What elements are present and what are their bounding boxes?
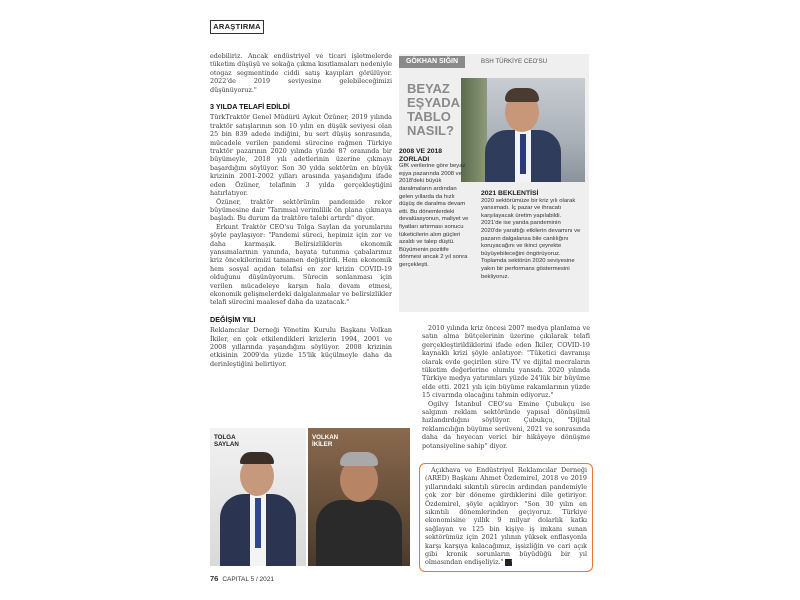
paragraph-cubukcu: Ogilvy İstanbul CEO'su Emine Çubukçu ise salgının reklam sektöründe yapısal dönüşümü hızlandırdığını söylüyor. Çubukçu, "Dijital reklamcılığın büyüme serüveni, 2021 ve sonrasında daha da heyecan verici bir hikâyeye dönüşme potansiyeline sahip" diyor. <box>422 399 590 450</box>
sidebar-right-text <box>481 190 583 281</box>
quote-paragraph: Açıkhava ve Endüstriyel Reklamcılar Derneği (ARED) Başkanı Ahmet Özdemirel, 2018 ve 2019 yıllarındaki sıkıntılı sürecin ardından pandemiyle çok zor bir döneme girdiklerini dile getiriyor. Özdemirel, şöyle açıklıyor: "Son 30 yılın en sıkıntılı dönemlerinden geçiyoruz. Türkiye ekonomisine yıllık 9 milyar dolarlık katkı sağlayan ve 125 bin kişiye iş imkanı sunan sektörümüz için 2021 yılının yüksek enflasyonla karşı karşıya kalacağımız, işsizliğin ve cari açık gibi kronik sorunların büyüdüğü bir yıl olmasından endişeliyiz." <box>425 466 587 567</box>
title-line: TABLO <box>407 109 451 124</box>
title-line: EŞYADA <box>407 95 460 110</box>
heading-telafi: 3 YILDA TELAFİ EDİLDİ <box>210 102 290 112</box>
paragraph-saylan: Erkunt Traktör CEO'su Tolga Saylan da yorumlarını şöyle paylaşıyor: "Pandemi süreci, hepimiz için zor ve daha karmaşık. Belirsizliklerin ekonomik yansımalarının yanında, hayata tutunma çabalarımız kriz öncekilerimizi tamamen değiştirdi. Hem ekonomik hem sosyal açıdan telafisi en zor krizin COVID-19 olduğunu düşünüyorum. Sürecin sonlanması için verilen mücadeleye karşın hala devam etmesi, ekonomik gelişmelerdeki dalgalanmalar ve belirsizlikler telafi sürecini maalesef daha da uzatacak." <box>210 222 392 307</box>
section-rubric: ARAŞTIRMA <box>210 20 264 34</box>
title-line: BEYAZ <box>407 81 450 96</box>
portrait-photos <box>210 428 410 566</box>
right-column <box>422 324 590 450</box>
portrait-tolga-saylan <box>210 428 306 566</box>
paragraph-ozuner: TürkTraktör Genel Müdürü Aykut Özüner, 2019 yılında traktör satışlarının son 10 yılın en düşük seviyesi olan 25 bin 839 adede indiğini, bu sert düşüş sonrasında, mücadele verilen pandemi sürecine rağmen Türkiye traktör pazarının 2020 yılında yüzde 87 oranında bir büyümeyle, 2018 yılı adetlerinin üzerine çıkmayı başardığını söylüyor. Son 30 yılda sektörün en büyük krizinin 2001-2002 yılları arasında yaşandığını ifade eden Özüner, telafinin 3 yılda gerçekleştiğini hatırlatıyor. <box>210 113 392 198</box>
sidebar-left-text <box>399 148 471 270</box>
highlight-box <box>419 463 593 572</box>
sidebar-paragraph: GfK verilerine göre beyaz eşya pazarında 2008 ve 2018'deki büyük daralmaların ardından gelen yıllarda da hızlı düşüş de daralma devam etti. Bu dönemlerdeki devalüasyonun, maliyet ve fiyatları artırması sonucu tüketicilerin alım güçleri azaldı ve talep düştü. Büyümenin pozitife dönmesi ancak 2 yıl sonra gerçekleşti. <box>399 163 469 268</box>
portrait-photo <box>461 78 585 182</box>
sidebar-header <box>399 54 589 70</box>
quote-text <box>425 466 587 567</box>
sidebar-subheading: 2008 VE 2018 ZORLADI <box>399 148 443 163</box>
sidebar-box <box>399 54 589 312</box>
paragraph-ozuner-quote: Özüner, traktör sektörünün pandemide rekor büyümesine dair "Tarımsal verimlilik ön plana çıkmaya başladı. Bu durum da traktöre talebi artırdı" diyor. <box>210 197 392 223</box>
end-mark-icon: C <box>505 559 512 566</box>
page-number: 76 <box>210 574 219 583</box>
sidebar-role: BSH TÜRKİYE CEO'SU <box>481 58 548 65</box>
heading-degisim: DEĞİŞİM YILI <box>210 314 256 324</box>
paragraph-medya: 2010 yılında kriz öncesi 2007 medya planlama ve satın alma bütçelerinin üzerine çıkılarak telafi gerçekleştirildiklerini ifade eden İkiler, COVID-19 kaynaklı krizi şöyle anlatıyor: "Tüketici davranışı olarak evde geçirilen süre TV ve dijital mecraların tüketim değerlerine olumlu yansıdı. 2020 yılında Türkiye medya yatırımları yüzde 24'lük bir büyüme elde etti. 2021 yılı için büyüme rakamlarının yüzde 15 civarında olacağını tahmin ediyoruz." <box>422 324 590 400</box>
sidebar-subheading: 2021 BEKLENTİSİ <box>481 190 539 197</box>
sidebar-name: GÖKHAN SIĞIN <box>399 56 465 68</box>
photo-caption: TOLGA SAYLAN <box>214 434 239 448</box>
sidebar-paragraph: 2020 sektörümüze bir kriz yılı olarak yansımadı. İç pazar ve ihracatı karşılayacak üretim yapılabildi. 2021'de ise yanda pandeminin 2020'de yarattığı etkilerin devamını ve pazarın dalgalansa bile canlılığını koruyacağını ve ikinci çeyrekte büyüyebileceğini öngörüyoruz. Toplamda sektörün 2020 seviyesine yakın bir performans göstermesini bekliyoruz. <box>481 197 581 280</box>
sidebar-title <box>407 82 463 138</box>
portrait-volkan-ikiler <box>308 428 410 566</box>
intro-paragraph: edebiliriz. Ancak endüstriyel ve ticari işletmelerde tüketim düşüşü ve sokağa çıkma kısıtlamaları nedeniyle otogaz segmentinde ciddi satış kayıpları görülüyor. 2022'de 2019 seviyesine gelebileceğimizi düşünüyoruz." <box>210 52 392 94</box>
page-folio <box>210 574 274 583</box>
title-line: NASIL? <box>407 123 454 138</box>
left-column <box>210 52 392 368</box>
paragraph-ikiler: Reklamcılar Derneği Yönetim Kurulu Başkanı Volkan İkiler, en çok etkilendikleri krizlerin 1994, 2001 ve 2008 yıllarında yaşandığını söylüyor. 2008 krizinin etkisinin 2009'da yüzde 15'lik küçülmeyle daha da derinleştiğini belirtiyor. <box>210 326 392 368</box>
photo-caption: VOLKAN İKİLER <box>312 434 339 448</box>
magazine-issue: CAPITAL 5 / 2021 <box>222 576 275 583</box>
